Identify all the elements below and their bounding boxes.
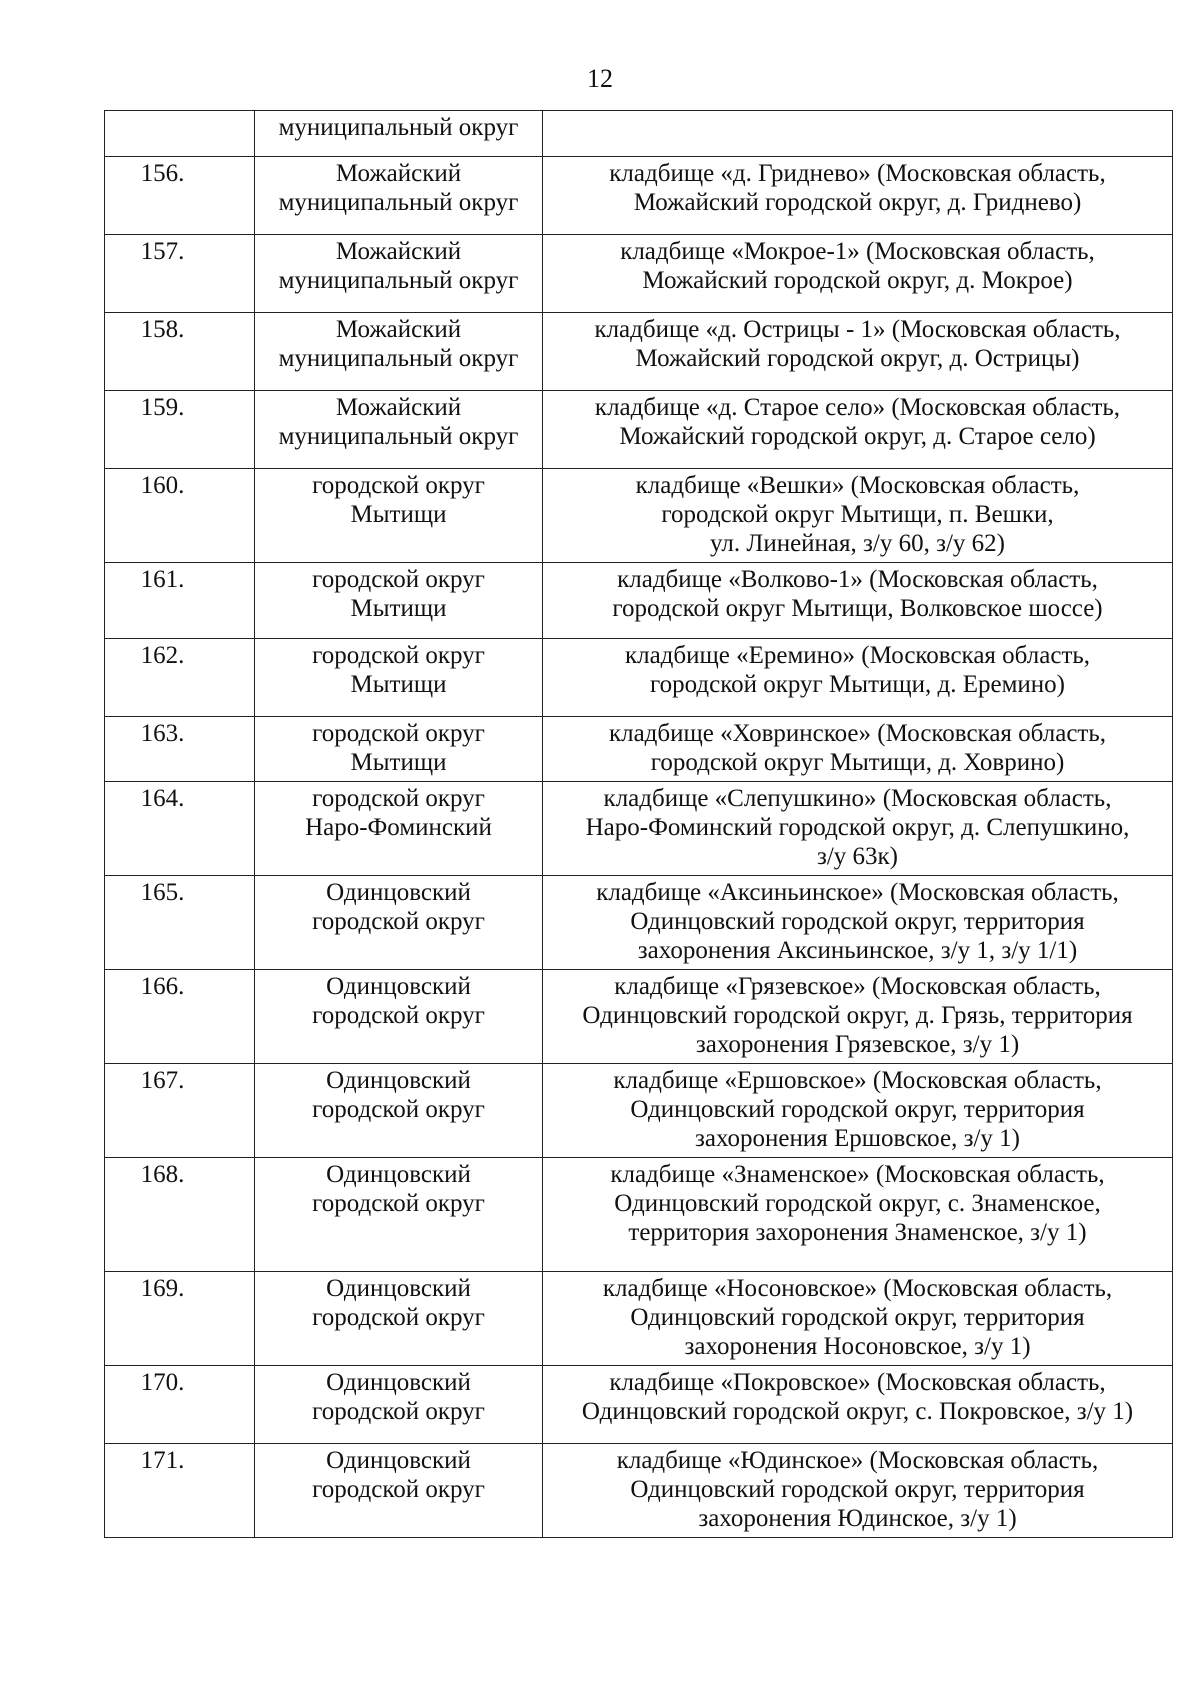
cemetery-cell (543, 876, 1173, 970)
cemetery-registry-table (104, 110, 1173, 1538)
cemetery-line: Одинцовский городской округ, территория (630, 908, 1085, 935)
district-cell (255, 1366, 543, 1444)
district-line: городской округ (312, 1002, 485, 1029)
row-number: 163. (140, 720, 185, 747)
row-number: 161. (140, 566, 185, 593)
district-cell (255, 639, 543, 717)
cemetery-line: захоронения Аксиньинское, з/у 1, з/у 1/1) (637, 937, 1078, 964)
table-row (105, 970, 1173, 1064)
district-line: городской округ (312, 1398, 485, 1425)
district-cell (255, 235, 543, 313)
cemetery-line: кладбище «д. Старое село» (Московская область, (594, 394, 1121, 421)
cemetery-line: Одинцовский городской округ, территория (630, 1096, 1085, 1123)
cemetery-line: з/у 63к) (816, 843, 899, 870)
cemetery-cell (543, 563, 1173, 639)
row-number-cell (105, 313, 255, 391)
district-line: городской округ (312, 908, 485, 935)
row-number: 159. (140, 394, 185, 421)
district-cell (255, 970, 543, 1064)
row-number: 167. (140, 1067, 185, 1094)
district-cell (255, 782, 543, 876)
cemetery-cell (543, 970, 1173, 1064)
row-number: 170. (140, 1369, 185, 1396)
district-line: городской округ (312, 1096, 485, 1123)
cemetery-line: территория захоронения Знаменское, з/у 1) (628, 1219, 1087, 1246)
cemetery-cell (543, 1158, 1173, 1272)
district-line: муниципальный округ (278, 423, 519, 450)
cemetery-cell (543, 782, 1173, 876)
cemetery-line: кладбище «Еремино» (Московская область, (624, 642, 1091, 669)
cemetery-line: захоронения Грязевское, з/у 1) (695, 1031, 1020, 1058)
cemetery-line: городской округ Мытищи, д. Еремино) (649, 671, 1065, 698)
cemetery-line: кладбище «Волково-1» (Московская область, (617, 566, 1098, 593)
district-cell (255, 717, 543, 782)
district-line: городской округ (312, 720, 485, 747)
cemetery-line: кладбище «Мокрое-1» (Московская область, (620, 238, 1095, 265)
cemetery-line: Одинцовский городской округ, д. Грязь, территория (582, 1002, 1133, 1029)
cemetery-line: кладбище «д. Гриднево» (Московская область, (609, 160, 1106, 187)
district-cell (255, 563, 543, 639)
district-line: Одинцовский (326, 879, 471, 906)
district-cell (255, 1272, 543, 1366)
row-number-cell (105, 469, 255, 563)
row-number-cell (105, 1064, 255, 1158)
row-number: 166. (140, 973, 185, 1000)
row-number-cell (105, 391, 255, 469)
cemetery-cell (543, 111, 1173, 157)
table-row (105, 639, 1173, 717)
cemetery-cell (543, 157, 1173, 235)
cemetery-line: Одинцовский городской округ, территория (630, 1304, 1085, 1331)
district-line: Можайский (335, 316, 462, 343)
row-number: 156. (140, 160, 185, 187)
table-row (105, 313, 1173, 391)
cemetery-line: Одинцовский городской округ, с. Знаменское, (614, 1190, 1101, 1217)
cemetery-line: ул. Линейная, з/у 60, з/у 62) (709, 530, 1005, 557)
row-number-cell (105, 639, 255, 717)
district-line: Одинцовский (326, 1275, 471, 1302)
district-cell (255, 391, 543, 469)
cemetery-line: захоронения Ершовское, з/у 1) (695, 1125, 1020, 1152)
row-number-cell (105, 1366, 255, 1444)
cemetery-line: захоронения Юдинское, з/у 1) (698, 1505, 1017, 1532)
cemetery-line: кладбище «Грязевское» (Московская область, (614, 973, 1101, 1000)
cemetery-line: Можайский городской округ, д. Острицы) (635, 345, 1080, 372)
cemetery-line: кладбище «Юдинское» (Московская область, (616, 1447, 1099, 1474)
table-row (105, 235, 1173, 313)
table-row (105, 391, 1173, 469)
district-line: городской округ (312, 566, 485, 593)
cemetery-line: кладбище «Знаменское» (Московская область, (610, 1161, 1105, 1188)
table-row (105, 782, 1173, 876)
table-row (105, 157, 1173, 235)
district-cell (255, 111, 543, 157)
row-number: 157. (140, 238, 185, 265)
district-line: Мытищи (350, 671, 447, 698)
cemetery-line: кладбище «Ершовское» (Московская область, (613, 1067, 1102, 1094)
cemetery-cell (543, 1444, 1173, 1538)
table-row (105, 1064, 1173, 1158)
row-number-cell (105, 1158, 255, 1272)
cemetery-line: Можайский городской округ, д. Гриднево) (633, 189, 1082, 216)
row-number: 164. (140, 785, 185, 812)
cemetery-line: кладбище «Ховринское» (Московская область, (608, 720, 1107, 747)
row-number-cell (105, 235, 255, 313)
cemetery-line: Одинцовский городской округ, с. Покровское, з/у 1) (581, 1398, 1134, 1425)
cemetery-line: кладбище «Слепушкино» (Московская область, (603, 785, 1112, 812)
cemetery-line: захоронения Носоновское, з/у 1) (684, 1333, 1031, 1360)
cemetery-line: кладбище «Носоновское» (Московская область, (602, 1275, 1113, 1302)
cemetery-cell (543, 717, 1173, 782)
district-line: городской округ (312, 642, 485, 669)
row-number-cell (105, 782, 255, 876)
district-line: Можайский (335, 160, 462, 187)
row-number-cell (105, 157, 255, 235)
cemetery-line: кладбище «Покровское» (Московская область, (609, 1369, 1106, 1396)
row-number: 169. (140, 1275, 185, 1302)
district-line: Мытищи (350, 595, 447, 622)
district-line: Одинцовский (326, 1067, 471, 1094)
row-number-cell (105, 1444, 255, 1538)
district-line: Наро-Фоминский (305, 814, 492, 841)
district-line: городской округ (312, 1190, 485, 1217)
district-cell (255, 1444, 543, 1538)
district-line: Мытищи (350, 749, 447, 776)
table-row (105, 111, 1173, 157)
district-line: городской округ (312, 472, 485, 499)
district-line: Одинцовский (326, 1447, 471, 1474)
cemetery-line: городской округ Мытищи, п. Вешки, (661, 501, 1054, 528)
district-line: Мытищи (350, 501, 447, 528)
district-line: городской округ (312, 1476, 485, 1503)
row-number: 165. (140, 879, 185, 906)
district-line: городской округ (312, 785, 485, 812)
cemetery-cell (543, 235, 1173, 313)
row-number: 168. (140, 1161, 185, 1188)
cemetery-line: Можайский городской округ, д. Старое село) (619, 423, 1096, 450)
cemetery-line: кладбище «д. Острицы - 1» (Московская область, (594, 316, 1121, 343)
row-number-cell (105, 717, 255, 782)
cemetery-cell (543, 639, 1173, 717)
row-number: 158. (140, 316, 185, 343)
district-line: Одинцовский (326, 1369, 471, 1396)
table-row (105, 876, 1173, 970)
district-line: Одинцовский (326, 973, 471, 1000)
district-line: муниципальный округ (278, 345, 519, 372)
cemetery-line: Можайский городской округ, д. Мокрое) (642, 267, 1073, 294)
cemetery-cell (543, 1366, 1173, 1444)
row-number-cell (105, 876, 255, 970)
district-cell (255, 876, 543, 970)
cemetery-cell (543, 313, 1173, 391)
cemetery-line: кладбище «Вешки» (Московская область, (635, 472, 1080, 499)
cemetery-cell (543, 1272, 1173, 1366)
row-number-cell (105, 111, 255, 157)
district-line: муниципальный округ (278, 189, 519, 216)
district-cell (255, 1064, 543, 1158)
page-number: 12 (587, 64, 613, 93)
row-number: 162. (140, 642, 185, 669)
table-row (105, 469, 1173, 563)
table-row (105, 717, 1173, 782)
cemetery-line: городской округ Мытищи, Волковское шоссе) (612, 595, 1103, 622)
district-line: городской округ (312, 1304, 485, 1331)
district-cell (255, 1158, 543, 1272)
row-number: 160. (140, 472, 185, 499)
table-row (105, 1158, 1173, 1272)
district-line: муниципальный округ (278, 267, 519, 294)
district-line: Можайский (335, 394, 462, 421)
row-number: 171. (140, 1447, 185, 1474)
district-cell (255, 157, 543, 235)
cemetery-line: кладбище «Аксиньинское» (Московская область, (596, 879, 1119, 906)
row-number-cell (105, 563, 255, 639)
cemetery-cell (543, 391, 1173, 469)
row-number-cell (105, 1272, 255, 1366)
district-line: Можайский (335, 238, 462, 265)
district-cell (255, 469, 543, 563)
cemetery-line: городской округ Мытищи, д. Ховрино) (650, 749, 1065, 776)
cemetery-line: Наро-Фоминский городской округ, д. Слепушкино, (585, 814, 1130, 841)
district-line: муниципальный округ (278, 114, 519, 141)
table-row (105, 1272, 1173, 1366)
cemetery-line: Одинцовский городской округ, территория (630, 1476, 1085, 1503)
district-line: Одинцовский (326, 1161, 471, 1188)
cemetery-cell (543, 1064, 1173, 1158)
cemetery-cell (543, 469, 1173, 563)
row-number-cell (105, 970, 255, 1064)
table-row (105, 1366, 1173, 1444)
table-row (105, 563, 1173, 639)
district-cell (255, 313, 543, 391)
table-row (105, 1444, 1173, 1538)
